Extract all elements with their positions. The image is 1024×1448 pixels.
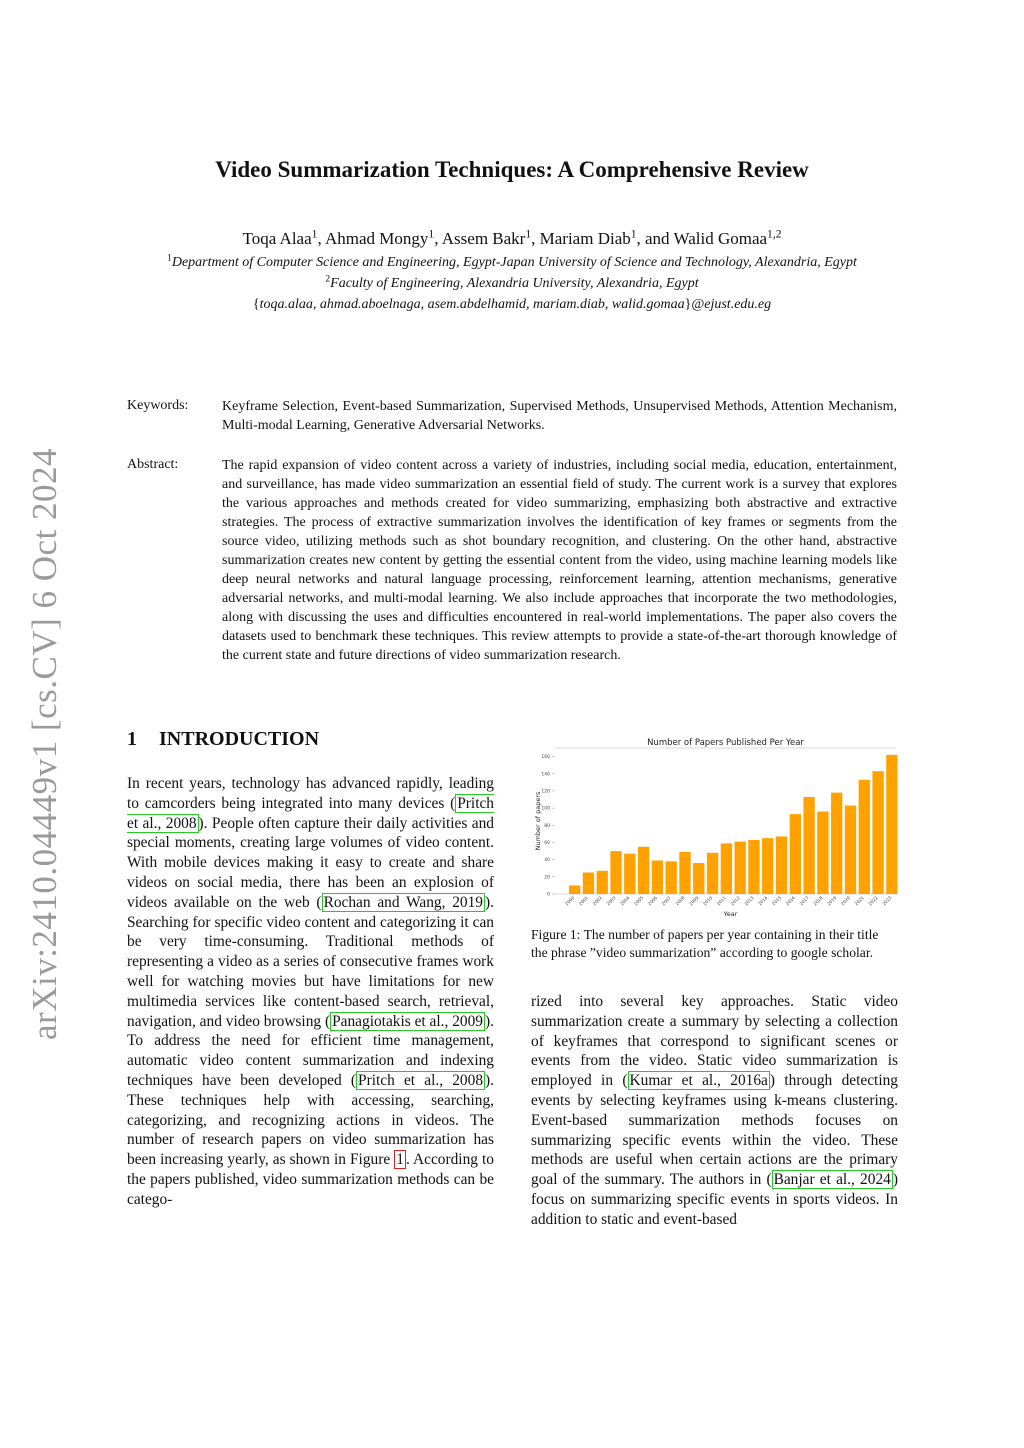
figure-1	[531, 736, 898, 921]
x-tick-label: 2017	[799, 895, 811, 908]
y-tick-label: 0	[547, 892, 550, 898]
x-tick-label: 2012	[730, 895, 742, 908]
x-tick-label: 2018	[813, 895, 825, 908]
bar-2007	[666, 861, 677, 894]
abstract-label: Abstract:	[127, 457, 179, 472]
y-tick-label: 120	[541, 789, 550, 795]
intro-left-column: In recent years, technology has advanced rapidly, leading to camcorders being integrated into many devices ( Pritch et al., 2008 ). People often capture their daily activities and special moments, creating large volumes of video content. With mobile devices making it easy to create and share videos on social media, there has been an explosion of videos available on the web ( Rochan and Wang, 2019 ). Searching for specific video content and categorizing it can be very time-consuming. Traditional methods of representing a video as a series of consecutive frames work well for watching movies but have limitations for new multimedia services like content-based search, retrieval, navigation, and video browsing ( Panagiotakis et al., 2009 ). To address the need for efficient time management, automatic video content summarization and indexing techniques have been developed ( Pritch et al., 2008 ). These techniques help with accessing, searching, categorizing, and recognizing actions in videos. The number of research papers on video summarization has been increasing yearly, as shown in Figure 1 . According to the papers published, video summarization methods can be catego-	[127, 775, 494, 1208]
author-emails: {toqa.alaa, ahmad.aboelnaga, asem.abdelhamid, mariam.diab, walid.gomaa}@ejust.edu.eg	[252, 297, 772, 312]
x-tick-label: 2013	[744, 895, 756, 908]
author: Mariam Diab$^1$	[539, 227, 637, 248]
y-tick-label: 60	[544, 840, 550, 846]
y-tick-label: 80	[544, 823, 550, 829]
bar-2012	[735, 842, 746, 894]
bar-2014	[762, 838, 773, 894]
bar-2013	[748, 840, 759, 894]
bar-2005	[638, 847, 649, 894]
author: Toqa Alaa$^1$	[242, 227, 318, 248]
bar-2000	[569, 885, 580, 894]
x-tick-label: 2009	[688, 895, 701, 908]
x-axis-label: Year	[723, 910, 738, 918]
x-tick-label: 2006	[647, 895, 659, 908]
x-tick-label: 2001	[578, 895, 590, 908]
x-tick-label: 2023	[882, 895, 894, 908]
bar-2011	[721, 843, 732, 894]
bar-2023	[886, 755, 897, 894]
bar-2020	[845, 806, 856, 894]
x-tick-label: 2007	[661, 895, 673, 908]
bar-2015	[776, 836, 787, 894]
y-tick-label: 140	[541, 772, 550, 778]
bar-2016	[790, 814, 801, 894]
abstract-text: The rapid expansion of video content across a variety of industries, including social media, education, entertainment, and surveillance, has made video summarization an essential field of study. The current work is a survey that explores the various approaches and methods created for video summarizing, emphasizing both abstractive and extractive strategies. The process of extractive summarization involves the identification of key frames or segments from the source video, utilizing methods such as shot boundary recognition, and clustering. On the other hand, abstractive summarization creates new content by getting the essential content from the video, using machine learning models like deep neural networks and natural language processing, reinforcement learning, attention mechanisms, generative adversarial networks, and multi-modal learning. We also include approaches that incorporate the two methodologies, along with discussing the uses and difficulties encountered in real-world implementations. The paper also covers the datasets used to benchmark these techniques. This review attempts to provide a state-of-the-art thorough knowledge of the current state and future directions of video summarization research.	[222, 458, 897, 663]
x-tick-label: 2011	[716, 895, 728, 908]
x-tick-label: 2021	[854, 895, 866, 908]
citation-link[interactable]: Rochan and Wang, 2019	[323, 893, 483, 911]
intro-right-column: rized into several key approaches. Static video summarization create a summary by selecting a collection of keyframes that correspond to significant scenes or events from the video. Static video summarization is employed in ( Kumar et al., 2016a ) through detecting events by selecting keyframes using k-means clustering. Event-based summarization methods focuses on summarizing specific events within the video. These methods are useful when certain actions are the primary goal of the summary. The authors in ( Banjar et al., 2024 ) focus on summarizing specific events in sports videos. In addition to static and event-based	[531, 993, 898, 1228]
citation-link[interactable]: Panagiotakis et al., 2009	[332, 1012, 483, 1030]
bar-2009	[693, 863, 704, 894]
affiliation-2: $^2$Faculty of Engineering, Alexandria University, Alexandria, Egypt	[325, 274, 699, 291]
citation-link[interactable]: Banjar et al., 2024	[773, 1171, 891, 1189]
bar-2004	[624, 854, 635, 894]
bar-2022	[872, 771, 883, 894]
paper-title: Video Summarization Techniques: A Comprehensive Review	[215, 157, 809, 182]
section-heading: 1 INTRODUCTION	[127, 728, 320, 750]
x-tick-label: 2010	[702, 895, 714, 908]
author: Walid Gomaa$^{1,2}$	[673, 227, 782, 248]
bar-2010	[707, 853, 718, 894]
x-tick-label: 2004	[619, 895, 632, 908]
citation-link[interactable]: Pritch et al., 2008	[127, 794, 494, 832]
y-tick-label: 160	[541, 755, 550, 761]
bar-2002	[597, 871, 608, 894]
y-tick-label: 20	[544, 875, 550, 881]
x-tick-label: 2005	[633, 895, 646, 908]
x-tick-label: 2000	[564, 895, 577, 908]
citation-link[interactable]: Pritch et al., 2008	[358, 1071, 484, 1089]
y-tick-label: 100	[541, 806, 550, 812]
arxiv-identifier: arXiv:2410.04449v1 [cs.CV] 6 Oct 2024	[25, 447, 64, 1040]
bar-2001	[583, 873, 594, 894]
bar-2018	[817, 812, 828, 894]
figure-caption: Figure 1: The number of papers per year containing in their title the phrase ”video summarization” according to google scholar.	[531, 927, 879, 960]
x-tick-label: 2016	[785, 895, 797, 908]
keywords-text: Keyframe Selection, Event-based Summarization, Supervised Methods, Unsupervised Methods, Attention Mechanism, Multi-modal Learning, Generative Adversarial Networks.	[222, 399, 897, 433]
author: Ahmad Mongy$^1$	[325, 227, 435, 248]
author-list: Toqa Alaa$^1$, Ahmad Mongy$^1$, Assem Bakr$^1$, Mariam Diab$^1$, and Walid Gomaa$^{1,2}$	[242, 227, 782, 248]
x-tick-label: 2014	[757, 895, 770, 908]
x-tick-label: 2015	[771, 895, 783, 908]
x-tick-label: 2003	[606, 895, 618, 908]
keywords-label: Keywords:	[127, 398, 189, 413]
bar-2006	[652, 861, 663, 894]
x-tick-label: 2002	[592, 895, 604, 908]
x-tick-label: 2020	[840, 895, 852, 908]
y-axis-label: Number of papers	[534, 791, 542, 851]
bar-2021	[859, 780, 870, 894]
bar-2017	[803, 797, 814, 894]
bar-2003	[610, 851, 621, 894]
figure-reference-link[interactable]: 1	[396, 1151, 404, 1169]
bar-2019	[831, 793, 842, 894]
chart-title: Number of Papers Published Per Year	[647, 738, 804, 748]
x-tick-label: 2019	[826, 895, 839, 908]
affiliation-1: $^1$Department of Computer Science and Engineering, Egypt-Japan University of Science and Technology, Alexandria, Egypt	[167, 253, 857, 270]
x-tick-label: 2022	[868, 895, 880, 908]
author: Assem Bakr$^1$	[441, 227, 532, 248]
x-tick-label: 2008	[675, 895, 687, 908]
citation-link[interactable]: Kumar et al., 2016a	[629, 1072, 768, 1090]
y-tick-label: 40	[544, 858, 550, 864]
bar-2008	[679, 852, 690, 894]
papers-per-year-chart	[531, 736, 898, 921]
